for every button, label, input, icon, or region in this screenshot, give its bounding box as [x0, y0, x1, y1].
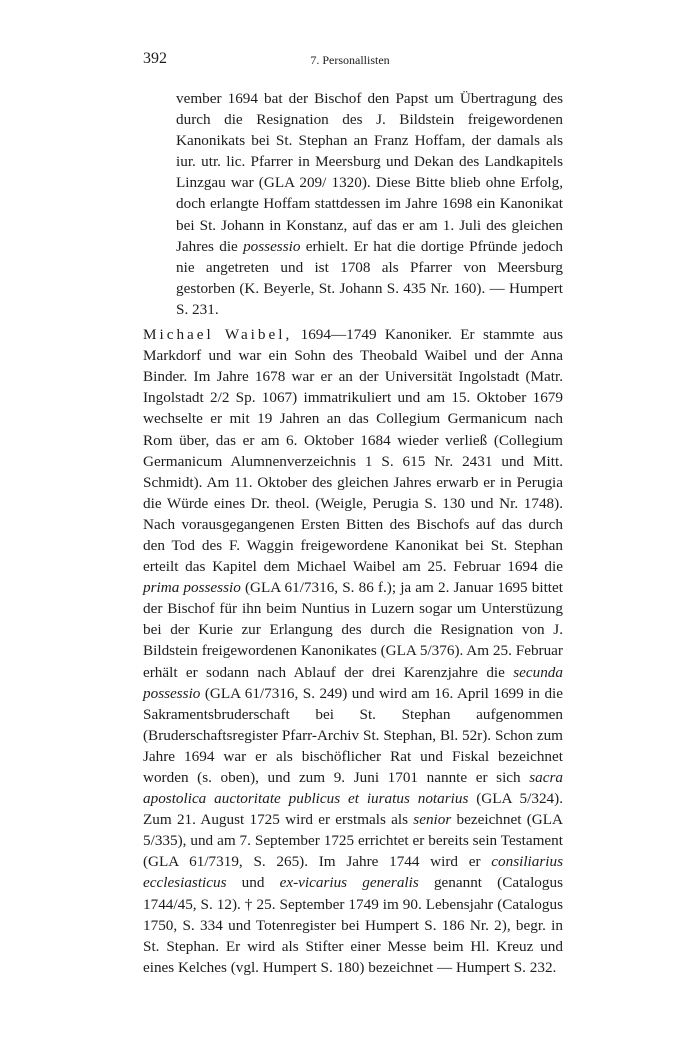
italic-term: sacra apostolica auctoritate publicus et iuratus notarius	[143, 769, 563, 808]
text-span: 1694—1749 Kanoniker. Er stammte aus Markdorf und war ein Sohn des Theobald Waibel und der Anna Binder. Im Jahre 1678 war er an der Universität Ingolstadt (Matr. Ingolstadt 2/2 Sp. 1067) immatrikuliert und am 15. Oktober 1679 wechselte er mit 19 Jahren an das Collegium Germanicum nach Rom über, das er am 6. Oktober 1684 wieder verließ (Collegium Germanicum Alumnenverzeichnis 1 S. 615 Nr. 2431 und Mitt. Schmidt). Am 11. Oktober des gleichen Jahres erwarb er in Perugia die Würde eines Dr. theol. (Weigle, Perugia S. 130 und Nr. 1748). Nach vorausgegangenen Ersten Bitten des Bischofs auf das durch den Tod des F. Waggin freigewordene Kanonikat bei St. Stephan erteilt das Kapitel dem Michael Waibel am 25. Februar 1694 die	[143, 326, 563, 576]
italic-term: possessio	[243, 237, 301, 255]
text-span: bezeichnet (GLA 5/335), und am 7. September 1725 errichtet er bereits sein Testament (GLA 61/7319, S. 265). Im Jahre 1744 wird er	[143, 811, 563, 871]
text-span: (GLA 5/324). Zum 21. August 1725 wird er erstmals als	[143, 790, 563, 829]
text-span: erhielt. Er hat die dortige Pfründe jedoch nie angetreten und ist 1708 als Pfarrer von Meersburg gestorben (K. Beyerle, St. Johann S. 435 Nr. 160). — Humpert S. 231.	[176, 237, 563, 318]
running-head: 7. Personallisten	[310, 53, 390, 67]
italic-term: ex-vicarius generalis	[279, 874, 419, 892]
italic-term: senior	[413, 811, 452, 829]
biography-entry	[143, 324, 563, 978]
text-span: und	[226, 874, 280, 892]
text-span: vember 1694 bat der Bischof den Papst um Übertragung des durch die Resignation des J. Bildstein freigewordenen Kanonikats bei St. Stephan an Franz Hoffam, der damals als iur. utr. lic. Pfarrer in Meersburg und Dekan des Landkapitels Linzgau war (GLA 209/ 1320). Diese Bitte blieb ohne Erfolg, doch erlangte Hoffam stattdessen im Jahre 1698 ein Kanonikat bei St. Johann in Konstanz, auf das er am 1. Juli des gleichen Jahres die	[176, 90, 563, 255]
text-span: (GLA 61/7316, S. 86 f.); ja am 2. Januar 1695 bittet der Bischof für ihn beim Nuntius in Luzern sogar um Unterstüzung bei der Kurie zur Erlangung des durch die Resignation von J. Bildstein freigewordenen Kanonikates (GLA 5/376). Am 25. Februar erhält er sodann nach Ablauf der drei Karenzjahre die	[143, 579, 563, 681]
italic-term: consiliarius ecclesiasticus	[143, 853, 563, 892]
italic-term: secunda possessio	[143, 663, 563, 702]
page-number: 392	[143, 50, 167, 67]
text-span: (GLA 61/7316, S. 249) und wird am 16. April 1699 in die Sakramentsbruderschaft bei St. Stephan aufgenommen (Bruderschaftsregister Pfarr-Archiv St. Stephan, Bl. 52r). Schon zum Jahre 1694 war er als bischöflicher Rat und Fiskal bezeichnet worden (s. oben), und zum 9. Juni 1701 nannte er sich	[143, 684, 563, 786]
continuation-paragraph	[176, 88, 563, 320]
italic-term: prima possessio	[143, 579, 241, 597]
text-span: genannt (Catalogus 1744/45, S. 12). † 25. September 1749 im 90. Lebensjahr (Catalogus 1750, S. 334 und Totenregister bei Humpert S. 186 Nr. 2), begr. in St. Stephan. Er wird als Stifter einer Messe beim Hl. Kreuz und eines Kelches (vgl. Humpert S. 180) bezeichnet — Humpert S. 232.	[143, 874, 563, 976]
entry-name: Michael Waibel,	[143, 326, 293, 344]
text-body	[143, 88, 563, 978]
